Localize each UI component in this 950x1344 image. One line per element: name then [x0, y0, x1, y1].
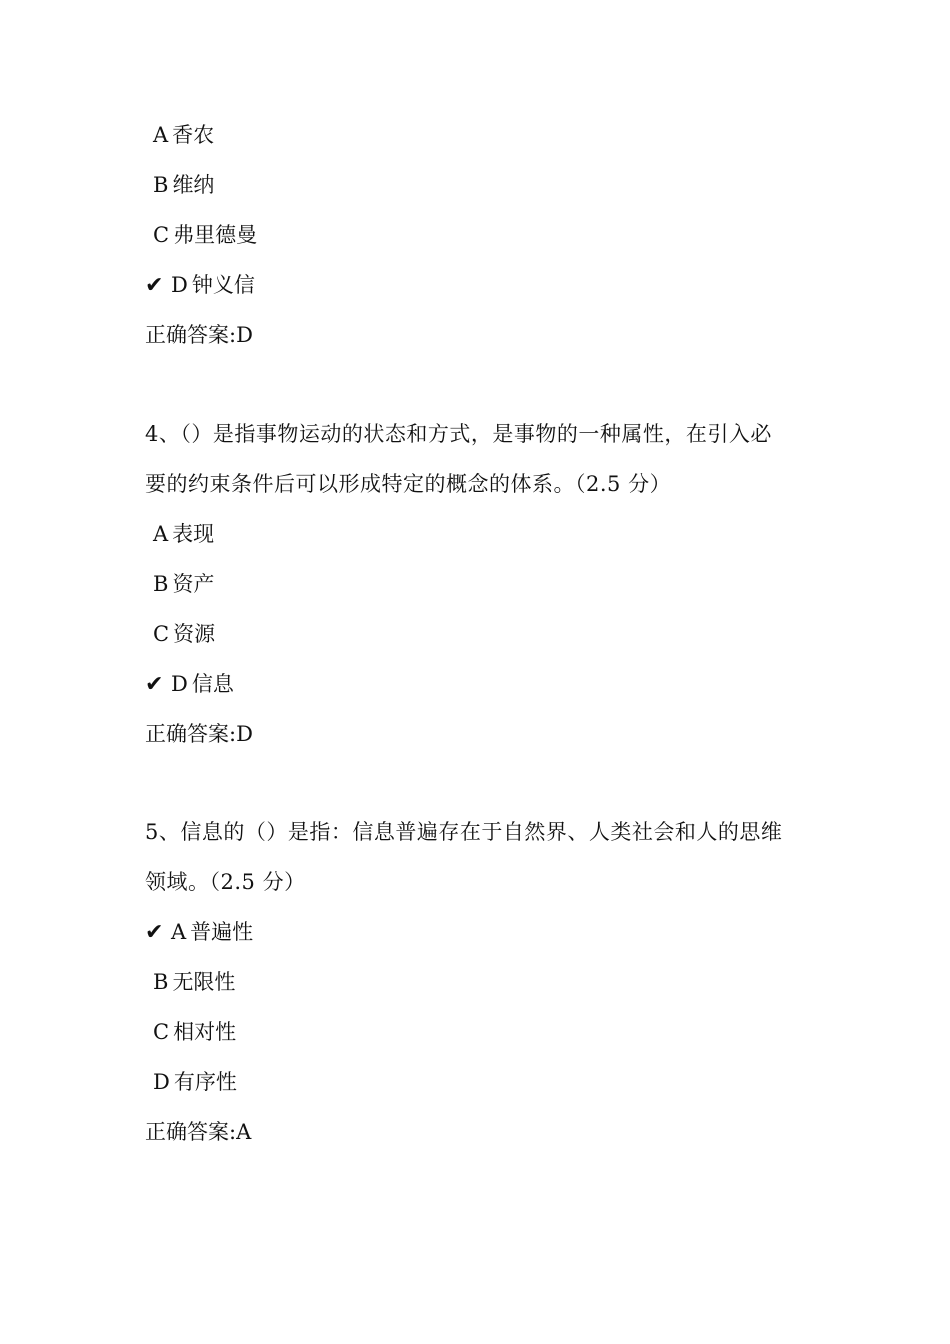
q3-option-a: [153, 120, 214, 150]
option-letter: A: [171, 920, 187, 944]
option-text: 香农: [172, 123, 215, 147]
option-letter: A: [153, 123, 169, 147]
q5-correct-answer: 正确答案:A: [145, 1120, 252, 1144]
q5-text-line2: 领域。（2.5 分）: [145, 870, 306, 894]
option-text: 普遍性: [190, 920, 254, 944]
q4-text-line2: 要的约束条件后可以形成特定的概念的体系。（2.5 分）: [145, 472, 672, 496]
option-letter: D: [153, 1070, 170, 1094]
q5-option-a: [145, 917, 253, 948]
check-icon: ✔: [145, 920, 164, 945]
q3-option-c: [153, 220, 257, 250]
option-text: 资源: [173, 622, 216, 646]
q5-option-c: [153, 1017, 236, 1047]
check-icon: ✔: [145, 273, 164, 298]
option-text: 信息: [191, 672, 234, 696]
option-text: 钟义信: [191, 273, 255, 297]
option-text: 弗里德曼: [173, 223, 258, 247]
q5-text-line1: 5、信息的（）是指：信息普遍存在于自然界、人类社会和人的思维: [145, 820, 783, 844]
option-letter: C: [153, 223, 170, 247]
q4-option-a: [153, 519, 214, 549]
option-text: 表现: [172, 522, 215, 546]
option-letter: D: [171, 672, 188, 696]
q5-option-b: [153, 967, 235, 997]
option-letter: C: [153, 622, 170, 646]
q4-correct-answer: 正确答案:D: [145, 722, 253, 746]
q3-correct-answer: 正确答案:D: [145, 323, 253, 347]
option-text: 无限性: [172, 970, 236, 994]
q4-option-b: [153, 569, 214, 599]
option-letter: B: [153, 572, 169, 596]
option-letter: A: [153, 522, 169, 546]
q4-option-d: [145, 669, 234, 700]
q5-option-d: [153, 1067, 237, 1097]
option-letter: D: [171, 273, 188, 297]
q3-option-b: [153, 170, 214, 200]
check-icon: ✔: [145, 672, 164, 697]
option-text: 维纳: [172, 173, 215, 197]
option-letter: C: [153, 1020, 170, 1044]
option-text: 资产: [172, 572, 215, 596]
option-letter: B: [153, 970, 169, 994]
q3-option-d: [145, 270, 255, 301]
option-letter: B: [153, 173, 169, 197]
option-text: 有序性: [173, 1070, 237, 1094]
option-text: 相对性: [173, 1020, 237, 1044]
q4-text-line1: 4、（）是指事物运动的状态和方式，是事物的一种属性，在引入必: [145, 422, 772, 446]
q4-option-c: [153, 619, 215, 649]
